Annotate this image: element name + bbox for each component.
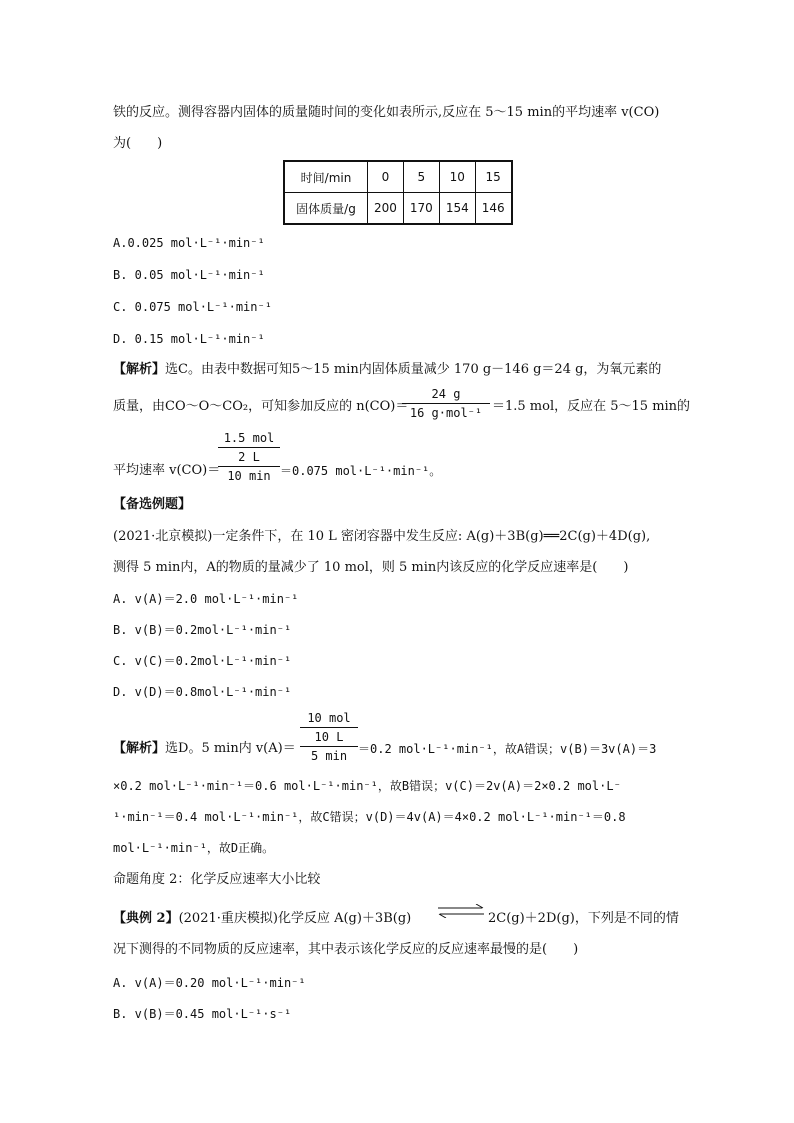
q1-option-d: D. 0.15 mol·L⁻¹·min⁻¹ <box>113 332 265 346</box>
table-row-label: 固体质量/g <box>284 193 368 225</box>
table-cell: 5 <box>403 161 439 193</box>
fraction-inner-denominator: 10 L <box>314 730 344 744</box>
fraction-rate-a <box>300 710 358 764</box>
fraction-n-co <box>402 386 490 421</box>
backup-line1: (2021·北京模拟)一定条件下，在 10 L 密闭容器中发生反应: A(g)＋3B(g)══2C(g)＋4D(g), <box>113 529 651 544</box>
table-cell: 154 <box>439 193 475 225</box>
q1-option-b: B. 0.05 mol·L⁻¹·min⁻¹ <box>113 268 265 282</box>
q1-option-a: A.0.025 mol·L⁻¹·min⁻¹ <box>113 236 265 250</box>
backup-analysis-line1b: ＝0.2 mol·L⁻¹·min⁻¹，故A错误；v(B)＝3v(A)＝3 <box>358 742 657 756</box>
table-cell: 146 <box>475 193 511 225</box>
table-row-label: 时间/min <box>284 161 368 193</box>
example2-option-b: B. v(B)＝0.45 mol·L⁻¹·s⁻¹ <box>113 1007 292 1021</box>
backup-option-d: D. v(D)＝0.8mol·L⁻¹·min⁻¹ <box>113 685 292 699</box>
example2-option-a: A. v(A)＝0.20 mol·L⁻¹·min⁻¹ <box>113 976 306 990</box>
fraction-numerator: 24 g <box>431 387 461 401</box>
backup-line2: 测得 5 min内，A的物质的量减少了 10 mol，则 5 min内该反应的化学反应速率是( ) <box>113 560 629 575</box>
analysis-text: 选D。5 min内 v(A)＝ <box>165 741 296 756</box>
backup-analysis-line1a <box>113 740 296 758</box>
table-cell: 170 <box>403 193 439 225</box>
example-tag: 【典例 2】 <box>113 911 179 926</box>
backup-option-b: B. v(B)＝0.2mol·L⁻¹·min⁻¹ <box>113 623 292 637</box>
angle2-heading: 命题角度 2：化学反应速率大小比较 <box>113 872 321 887</box>
table-row <box>284 193 512 225</box>
fraction-rate-co <box>218 430 280 484</box>
fraction-denominator: 10 min <box>227 469 271 483</box>
fraction-denominator: 5 min <box>310 749 348 763</box>
q1-analysis-line2a: 质量，由CO～O～CO₂，可知参加反应的 n(CO)＝ <box>113 399 409 414</box>
backup-heading: 【备选例题】 <box>113 497 192 512</box>
table-cell: 15 <box>475 161 511 193</box>
table-row <box>284 161 512 193</box>
fraction-inner-denominator: 2 L <box>238 450 260 464</box>
backup-analysis-line2: ×0.2 mol·L⁻¹·min⁻¹＝0.6 mol·L⁻¹·min⁻¹，故B错误；v(C)＝2v(A)＝2×0.2 mol·L⁻ <box>113 779 621 793</box>
fraction-bar <box>300 727 358 728</box>
backup-analysis-line4: mol·L⁻¹·min⁻¹，故D正确。 <box>113 841 275 855</box>
table-cell: 200 <box>368 193 404 225</box>
table-cell: 0 <box>368 161 404 193</box>
fraction-denominator: 16 g·mol⁻¹ <box>409 406 483 420</box>
backup-option-c: C. v(C)＝0.2mol·L⁻¹·min⁻¹ <box>113 654 292 668</box>
example-text: (2021·重庆模拟)化学反应 A(g)＋3B(g) <box>178 911 412 926</box>
fraction-main-bar <box>300 746 358 747</box>
q1-stem-line1: 铁的反应。测得容器内固体的质量随时间的变化如表所示,反应在 5～15 min的平均速率 v(CO) <box>113 105 660 120</box>
q1-option-c: C. 0.075 mol·L⁻¹·min⁻¹ <box>113 300 272 314</box>
mass-time-table <box>283 160 513 225</box>
fraction-numerator: 10 mol <box>307 711 351 725</box>
analysis-tag: 【解析】 <box>113 362 166 377</box>
q1-analysis-line3a: 平均速率 v(CO)＝ <box>113 463 221 478</box>
fraction-bar <box>218 447 280 448</box>
fraction-bar <box>402 403 490 404</box>
example2-line1b: 2C(g)＋2D(g)，下列是不同的情 <box>488 911 679 926</box>
analysis-text: 选C。由表中数据可知5～15 min内固体质量减少 170 g－146 g＝24 g，为氧元素的 <box>165 362 662 377</box>
table-cell: 10 <box>439 161 475 193</box>
fraction-numerator: 1.5 mol <box>223 431 275 445</box>
analysis-tag: 【解析】 <box>113 741 166 756</box>
q1-analysis-line1 <box>113 361 661 379</box>
backup-option-a: A. v(A)＝2.0 mol·L⁻¹·min⁻¹ <box>113 592 299 606</box>
backup-analysis-line3: ¹·min⁻¹＝0.4 mol·L⁻¹·min⁻¹，故C错误；v(D)＝4v(A)＝4×0.2 mol·L⁻¹·min⁻¹＝0.8 <box>113 810 626 824</box>
q1-analysis-line3b: ＝0.075 mol·L⁻¹·min⁻¹。 <box>280 464 442 478</box>
example2-line1a <box>113 910 411 928</box>
example2-line2: 况下测得的不同物质的反应速率，其中表示该化学反应的反应速率最慢的是( ) <box>113 942 579 957</box>
q1-stem-line2: 为( ) <box>113 136 163 151</box>
q1-analysis-line2b: ＝1.5 mol，反应在 5～15 min的 <box>492 399 691 414</box>
fraction-main-bar <box>218 466 280 467</box>
reversible-arrow-icon <box>436 904 486 918</box>
